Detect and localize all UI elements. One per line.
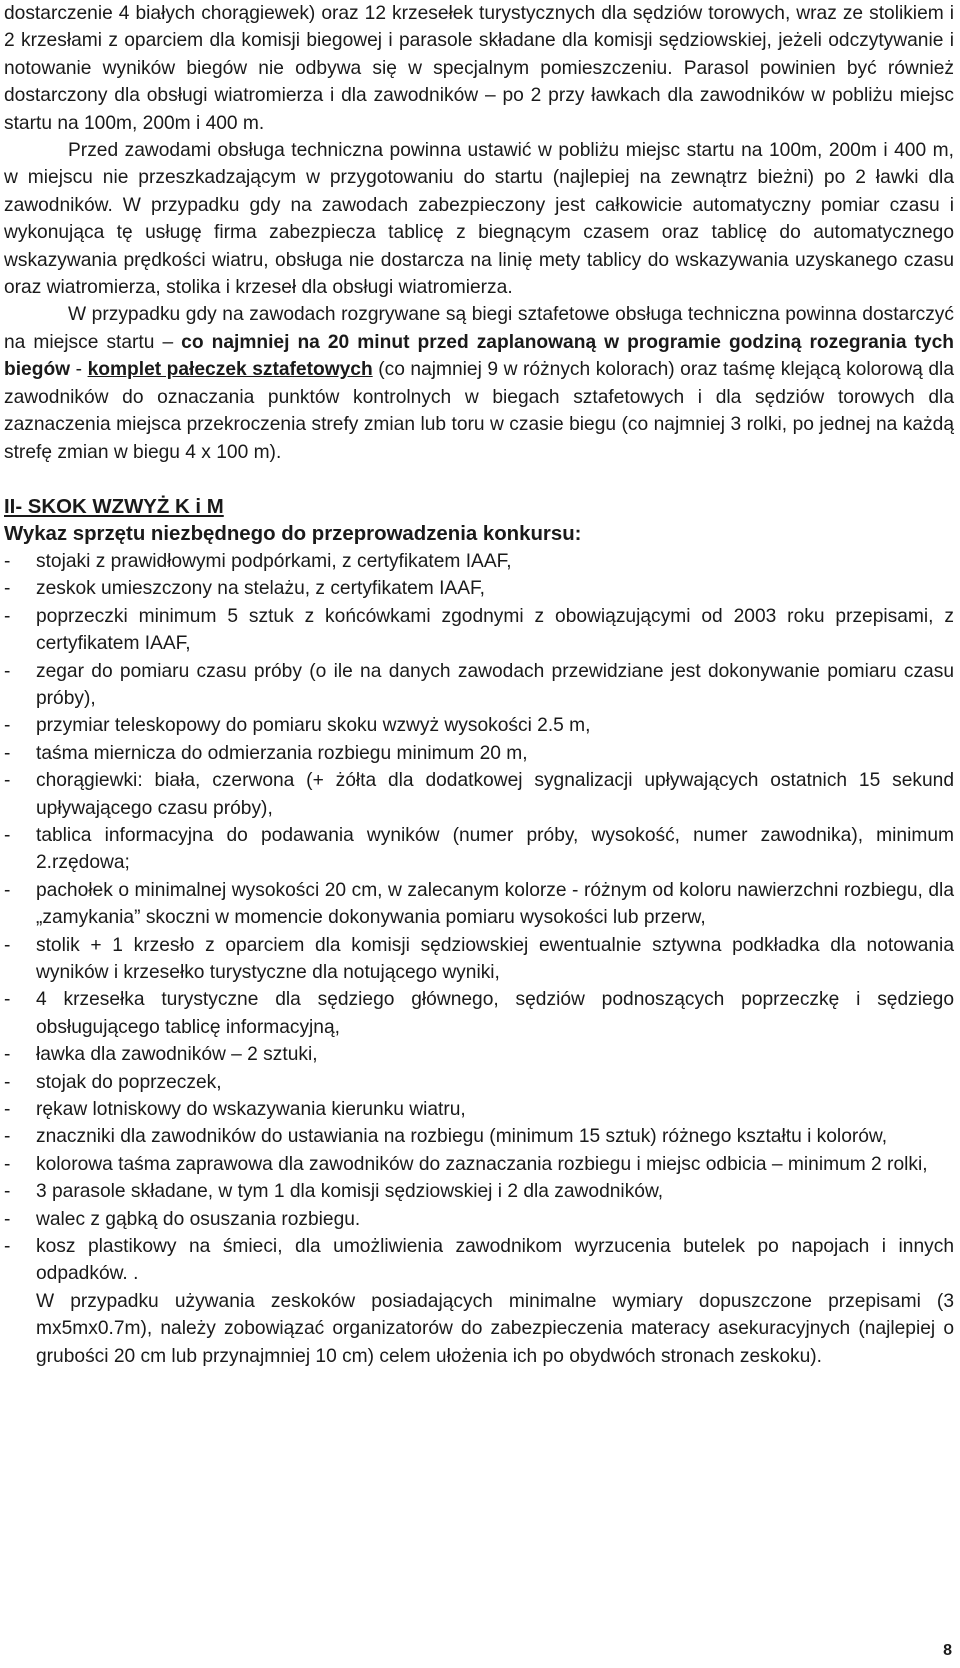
list-item-text: tablica informacyjna do podawania wyników (numer próby, wysokość, numer zawodnika), minimum 2.rzędowa; — [36, 824, 954, 874]
closing-paragraph: W przypadku używania zeskoków posiadających minimalne wymiary dopuszczone przepisami (3 mx5mx0.7m), należy zobowiązać organizatorów do zabezpieczenia materacy asekuracyjnych (najlepiej o grubości 20 cm lub przynajmniej 10 cm) celem ułożenia ich po obydwóch stronach zeskoku). — [36, 1290, 954, 1367]
list-dash: - — [4, 1099, 11, 1121]
list-item-text: kolorowa taśma zaprawowa dla zawodników do zaznaczania rozbiegu i miejsc odbicia – minimum 2 rolki, — [36, 1153, 928, 1175]
paragraph-continuation — [4, 0, 954, 137]
equipment-list — [4, 548, 954, 1288]
list-dash: - — [4, 879, 11, 901]
list-item — [4, 740, 954, 767]
list-item-text: stojaki z prawidłowymi podpórkami, z certyfikatem IAAF, — [36, 550, 512, 572]
list-item — [4, 1123, 954, 1150]
list-dash: - — [4, 989, 11, 1011]
list-item — [4, 603, 954, 658]
list-dash: - — [4, 1181, 11, 1203]
list-item — [4, 712, 954, 739]
paragraph-text: Przed zawodami obsługa techniczna powinna ustawić w pobliżu miejsc startu na 100m, 200m i 400 m, w miejscu nie przeszkadzającym w przygotowaniu do startu (najlepiej na zewnątrz bieżni) po 2 ławki dla zawodników. W przypadku gdy na zawodach zabezpieczony jest całkowicie automatyczny pomiar czasu i wykonująca tę usługę firma zabezpiecza tablicę z biegnącym czasem oraz tablicę do automatycznego wskazywania prędkości wiatru, obsługa nie dostarcza na linię mety tablicy do wskazywania uzyskanego czasu oraz wiatromierza, stolika i krzeseł dla obsługi wiatromierza. — [4, 140, 954, 299]
list-item — [4, 1151, 954, 1178]
list-dash: - — [4, 660, 11, 682]
list-item-text: 3 parasole składane, w tym 1 dla komisji sędziowskiej i 2 dla zawodników, — [36, 1181, 664, 1203]
list-item — [4, 548, 954, 575]
list-item-text: kosz plastikowy na śmieci, dla umożliwienia zawodnikom wyrzucenia butelek po napojach i innych odpadków. . — [36, 1236, 954, 1285]
list-item — [4, 822, 954, 877]
list-dash: - — [4, 824, 11, 846]
list-dash: - — [4, 715, 11, 737]
list-item — [4, 1206, 954, 1233]
list-item-text: stojak do poprzeczek, — [36, 1071, 222, 1093]
separator-text: - — [70, 359, 88, 381]
document-body — [4, 0, 954, 1370]
list-item — [4, 1178, 954, 1205]
list-item-text: znaczniki dla zawodników do ustawiania na rozbiegu (minimum 15 sztuk) różnego kształtu i kolorów, — [36, 1126, 888, 1148]
bold-deadline-text: co najmniej na 20 minut przed zaplanowaną w programie godziną rozegrania tych biegów — [4, 331, 954, 381]
list-item — [4, 1233, 954, 1288]
list-item-text: 4 krzesełka turystyczne dla sędziego głównego, sędziów podnoszących poprzeczkę i sędziego obsługującego tablicę informacyjną, — [36, 989, 954, 1038]
section-subtitle: Wykaz sprzętu niezbędnego do przeprowadzenia konkursu: — [4, 522, 582, 545]
list-dash: - — [4, 1071, 11, 1093]
spacer — [4, 466, 954, 494]
paragraph-text: W przypadku gdy na zawodach rozgrywane są biegi sztafetowe obsługa techniczna powinna dostarczyć na miejsce startu – — [4, 304, 954, 353]
relay-batons-text: komplet pałeczek sztafetowych — [87, 359, 373, 381]
list-item-text: ławka dla zawodników – 2 sztuki, — [36, 1044, 318, 1066]
list-item-text: rękaw lotniskowy do wskazywania kierunku wiatru, — [36, 1099, 466, 1121]
section-title: II- SKOK WZWYŻ K i M — [4, 495, 224, 518]
list-item — [4, 877, 954, 932]
list-item — [4, 932, 954, 987]
list-item — [4, 1069, 954, 1096]
list-dash: - — [4, 1208, 11, 1230]
list-dash: - — [4, 1153, 11, 1175]
list-item — [4, 1096, 954, 1123]
list-item-text: przymiar teleskopowy do pomiaru skoku wzwyż wysokości 2.5 m, — [36, 715, 591, 737]
list-dash: - — [4, 1044, 11, 1066]
list-dash: - — [4, 770, 11, 792]
list-dash: - — [4, 934, 11, 956]
list-item — [4, 575, 954, 602]
paragraph-text: (co najmniej 9 w różnych kolorach) oraz taśmę klejącą kolorową dla zawodników do oznaczania punktów kontrolnych w biegach sztafetowych i dla sędziów torowych dla zaznaczenia miejsca przekroczenia strefy zmian lub toru w czasie biegu (co najmniej 3 rolki, po jednej na każdą strefę zmian w biegu 4 x 100 m). — [4, 359, 954, 463]
list-item-text: stolik + 1 krzesło z oparciem dla komisji sędziowskiej ewentualnie sztywna podkładka dla notowania wyników i krzesełko turystyczne dla notującego wyniki, — [36, 934, 954, 983]
list-item — [4, 658, 954, 713]
list-item-text: pachołek o minimalnej wysokości 20 cm, w zalecanym kolorze - różnym od koloru nawierzchni rozbiegu, dla „zamykania” skoczni w momencie dokonywania pomiaru wysokości lub przerw, — [36, 879, 954, 929]
paragraph-text: dostarczenie 4 białych chorągiewek) oraz 12 krzesełek turystycznych dla sędziów torowych, wraz ze stolikiem i 2 krzesłami z oparciem dla komisji biegowej i parasole składane dla komisji sędziowskiej, jeżeli odczytywanie i notowanie wyników biegów nie odbywa się w specjalnym pomieszczeniu. Parasol powinien być również dostarczony dla obsługi wiatromierza i dla zawodników – po 2 przy ławkach dla zawodników w pobliżu miejsc startu na 100m, 200m i 400 m. — [4, 3, 954, 134]
list-item — [4, 986, 954, 1041]
list-item-text: zegar do pomiaru czasu próby (o ile na danych zawodach przewidziane jest dokonywanie pomiaru czasu próby), — [36, 660, 954, 709]
list-dash: - — [4, 1236, 11, 1258]
paragraph-setup-benches — [4, 137, 954, 301]
list-item — [4, 1041, 954, 1068]
list-dash: - — [4, 1126, 11, 1148]
list-item-text: walec z gąbką do osuszania rozbiegu. — [36, 1208, 361, 1230]
list-item-text: zeskok umieszczony na stelażu, z certyfikatem IAAF, — [36, 578, 485, 600]
page-number: 8 — [943, 1642, 952, 1659]
list-item-text: chorągiewki: biała, czerwona (+ żółta dla dodatkowej sygnalizacji upływających ostatnich 15 sekund upływającego czasu próby), — [36, 770, 954, 819]
list-item-text: poprzeczki minimum 5 sztuk z końcówkami zgodnymi z obowiązującymi od 2003 roku przepisami, z certyfikatem IAAF, — [36, 605, 954, 655]
paragraph-relay-equipment — [4, 301, 954, 465]
list-item — [4, 767, 954, 822]
list-dash: - — [4, 742, 11, 764]
list-dash: - — [4, 578, 11, 600]
list-dash: - — [4, 605, 11, 627]
list-dash: - — [4, 550, 11, 572]
list-item-text: taśma miernicza do odmierzania rozbiegu minimum 20 m, — [36, 742, 528, 764]
